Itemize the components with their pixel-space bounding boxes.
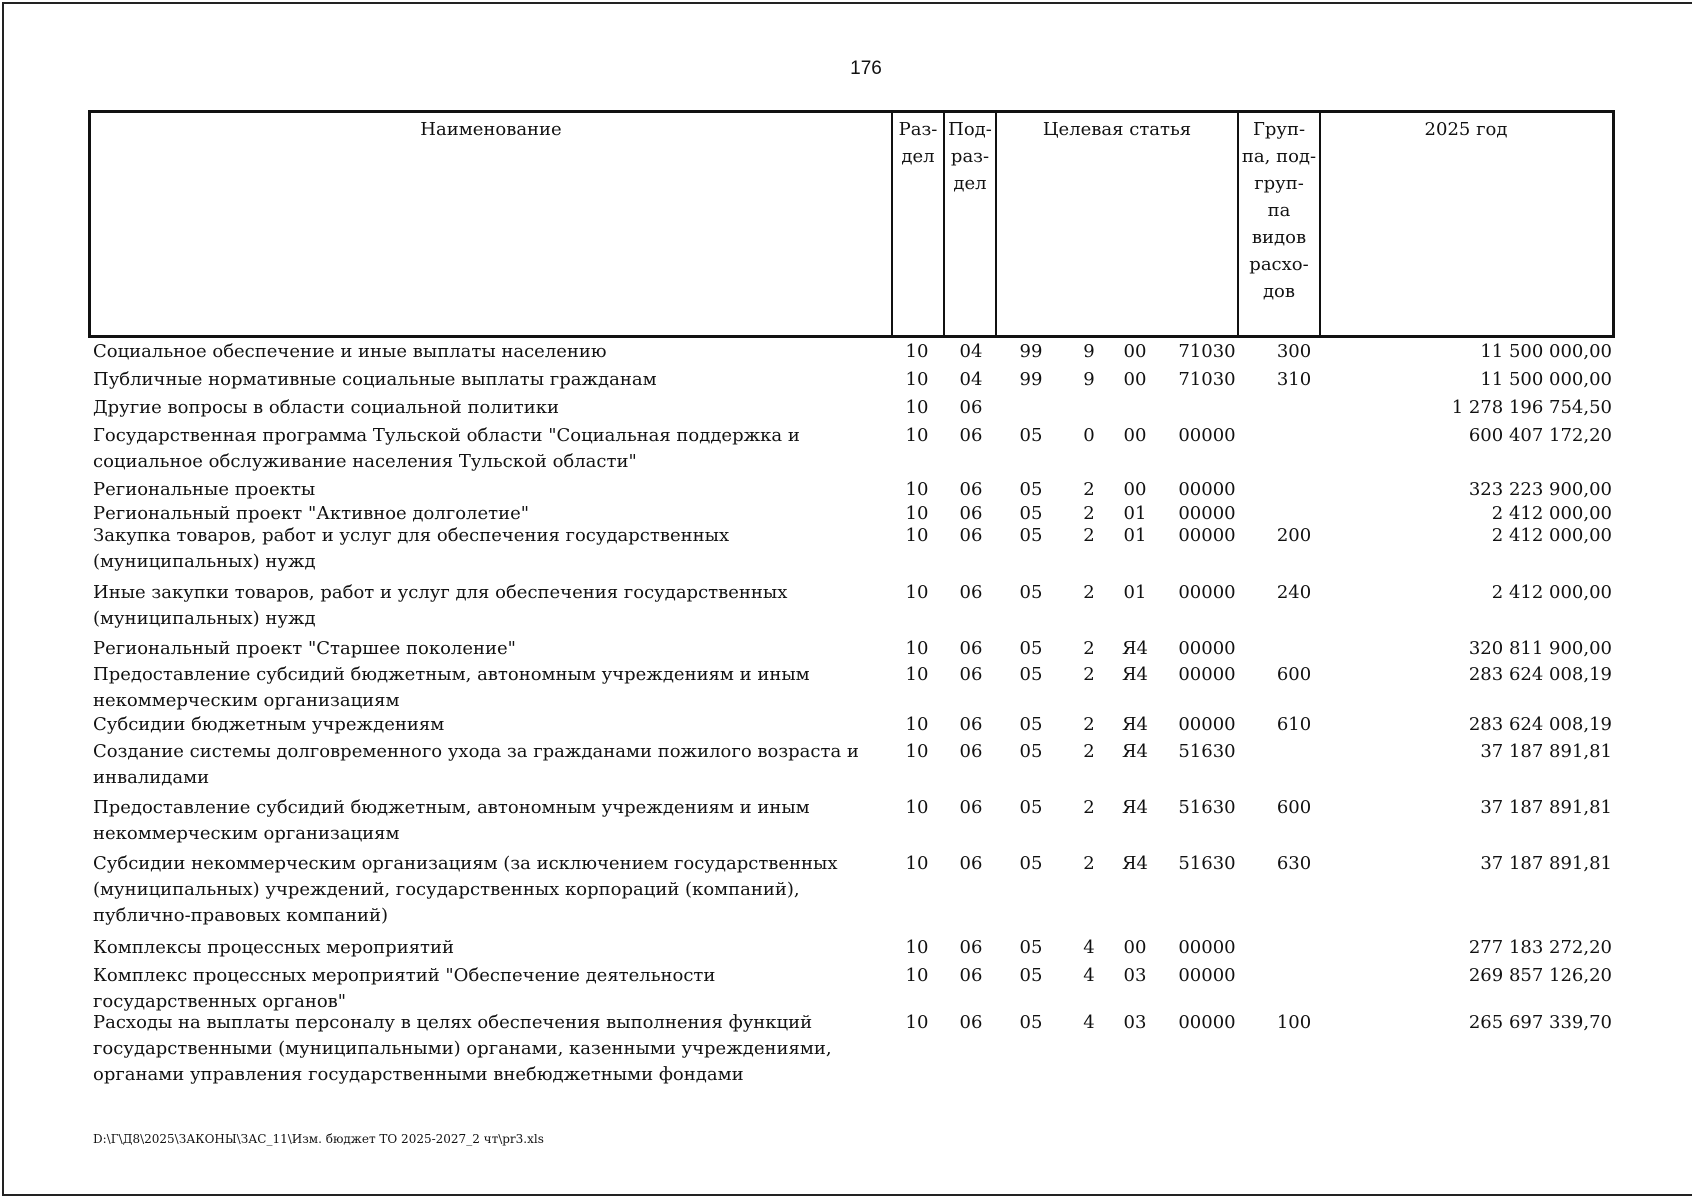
page-number: 176 (850, 58, 882, 79)
row-target-code: 51630 (1178, 741, 1236, 762)
row-razdel: 10 (905, 664, 929, 685)
row-expense-group: 200 (1276, 525, 1312, 546)
row-target-code: 51630 (1178, 853, 1236, 874)
row-amount: 269 857 126,20 (1468, 965, 1612, 986)
row-target-program: 05 (1019, 638, 1043, 659)
row-target-subprogram: 2 (1083, 714, 1095, 735)
row-amount: 320 811 900,00 (1468, 638, 1612, 659)
row-target-subprogram: 0 (1083, 425, 1095, 446)
row-target-subprogram: 4 (1083, 1012, 1095, 1033)
row-podrazdel: 04 (959, 369, 983, 390)
header-group: Груп- па, под- груп- па видов расхо- дов (1241, 119, 1317, 302)
row-razdel: 10 (905, 369, 929, 390)
row-target-code: 51630 (1178, 797, 1236, 818)
row-expense-group: 610 (1276, 714, 1312, 735)
row-target-item: Я4 (1122, 664, 1148, 685)
row-target-program: 05 (1019, 965, 1043, 986)
row-target-subprogram: 4 (1083, 937, 1095, 958)
row-target-code: 00000 (1178, 425, 1236, 446)
row-name: Субсидии некоммерческим организациям (за исключением государственных (муниципальных) учреждений, государственных корпораций (компаний), публично-правовых компаний) (93, 853, 838, 926)
row-target-item: 01 (1123, 503, 1147, 524)
row-target-program: 05 (1019, 582, 1043, 603)
row-name: Комплексы процессных мероприятий (93, 937, 455, 958)
row-name: Региональный проект "Активное долголетие" (93, 503, 530, 524)
row-name: Региональные проекты (93, 479, 316, 500)
row-target-item: 00 (1123, 425, 1147, 446)
row-name: Социальное обеспечение и иные выплаты населению (93, 341, 607, 362)
row-target-program: 05 (1019, 479, 1043, 500)
row-name: Предоставление субсидий бюджетным, автономным учреждениям и иным некоммерческим организациям (93, 797, 810, 844)
row-target-code: 00000 (1178, 638, 1236, 659)
row-target-subprogram: 2 (1083, 503, 1095, 524)
row-podrazdel: 06 (959, 479, 983, 500)
header-podrazdel: Под- раз- дел (948, 119, 992, 194)
row-target-program: 05 (1019, 425, 1043, 446)
row-amount: 2 412 000,00 (1491, 582, 1612, 603)
row-target-program: 05 (1019, 741, 1043, 762)
row-podrazdel: 06 (959, 965, 983, 986)
row-target-subprogram: 2 (1083, 797, 1095, 818)
row-name: Иные закупки товаров, работ и услуг для обеспечения государственных (муниципальных) нужд (93, 582, 788, 629)
row-target-subprogram: 2 (1083, 525, 1095, 546)
row-name: Комплекс процессных мероприятий "Обеспечение деятельности государственных органов" (93, 965, 716, 1012)
row-podrazdel: 06 (959, 525, 983, 546)
row-target-program: 99 (1019, 341, 1043, 362)
row-target-item: Я4 (1122, 853, 1148, 874)
file-path-footer: D:\Г\Д8\2025\ЗАКОНЫ\ЗАС_11\Изм. бюджет ТО 2025-2027_2 чт\pr3.xls (93, 1132, 544, 1146)
row-razdel: 10 (905, 425, 929, 446)
row-podrazdel: 06 (959, 1012, 983, 1033)
row-name: Государственная программа Тульской области "Социальная поддержка и социальное обслуживание населения Тульской области" (93, 425, 800, 472)
row-target-item: 00 (1123, 479, 1147, 500)
row-target-subprogram: 2 (1083, 853, 1095, 874)
row-target-code: 71030 (1178, 341, 1236, 362)
row-target-item: 00 (1123, 937, 1147, 958)
row-razdel: 10 (905, 714, 929, 735)
row-target-subprogram: 4 (1083, 965, 1095, 986)
row-razdel: 10 (905, 797, 929, 818)
row-target-item: 03 (1123, 965, 1147, 986)
row-target-subprogram: 2 (1083, 664, 1095, 685)
row-target-item: Я4 (1122, 638, 1148, 659)
row-expense-group: 310 (1276, 369, 1312, 390)
row-target-code: 00000 (1178, 937, 1236, 958)
row-podrazdel: 04 (959, 341, 983, 362)
row-expense-group: 100 (1276, 1012, 1312, 1033)
row-podrazdel: 06 (959, 582, 983, 603)
row-target-code: 71030 (1178, 369, 1236, 390)
row-target-program: 05 (1019, 714, 1043, 735)
row-target-program: 99 (1019, 369, 1043, 390)
row-podrazdel: 06 (959, 638, 983, 659)
row-razdel: 10 (905, 638, 929, 659)
row-target-program: 05 (1019, 664, 1043, 685)
row-podrazdel: 06 (959, 741, 983, 762)
row-target-subprogram: 9 (1083, 369, 1095, 390)
row-amount: 277 183 272,20 (1468, 937, 1612, 958)
row-amount: 37 187 891,81 (1480, 853, 1612, 874)
row-amount: 600 407 172,20 (1468, 425, 1612, 446)
row-amount: 323 223 900,00 (1468, 479, 1612, 500)
row-target-program: 05 (1019, 525, 1043, 546)
row-target-code: 00000 (1178, 714, 1236, 735)
row-expense-group: 240 (1276, 582, 1312, 603)
row-expense-group: 600 (1276, 797, 1312, 818)
row-target-subprogram: 2 (1083, 638, 1095, 659)
row-name: Публичные нормативные социальные выплаты гражданам (93, 369, 657, 390)
row-name: Создание системы долговременного ухода за гражданами пожилого возраста и инвалидами (93, 741, 859, 788)
row-target-code: 00000 (1178, 965, 1236, 986)
row-expense-group: 630 (1276, 853, 1312, 874)
row-podrazdel: 06 (959, 425, 983, 446)
row-name: Расходы на выплаты персоналу в целях обеспечения выполнения функций государственными (муниципальными) органами, казенными учреждениями, органами управления государственными внебюджетными фондами (93, 1012, 832, 1085)
row-razdel: 10 (905, 741, 929, 762)
row-target-code: 00000 (1178, 525, 1236, 546)
row-target-item: 03 (1123, 1012, 1147, 1033)
row-name: Региональный проект "Старшее поколение" (93, 638, 516, 659)
row-target-subprogram: 2 (1083, 741, 1095, 762)
row-razdel: 10 (905, 1012, 929, 1033)
row-amount: 37 187 891,81 (1480, 741, 1612, 762)
row-amount: 2 412 000,00 (1491, 525, 1612, 546)
row-target-program: 05 (1019, 797, 1043, 818)
row-podrazdel: 06 (959, 937, 983, 958)
row-target-subprogram: 2 (1083, 582, 1095, 603)
row-target-item: 01 (1123, 582, 1147, 603)
row-razdel: 10 (905, 397, 929, 418)
row-razdel: 10 (905, 582, 929, 603)
row-amount: 1 278 196 754,50 (1451, 397, 1612, 418)
row-target-code: 00000 (1178, 503, 1236, 524)
row-target-program: 05 (1019, 1012, 1043, 1033)
row-target-item: Я4 (1122, 797, 1148, 818)
row-target-item: 00 (1123, 341, 1147, 362)
row-target-item: Я4 (1122, 741, 1148, 762)
row-target-program: 05 (1019, 937, 1043, 958)
row-razdel: 10 (905, 479, 929, 500)
row-amount: 2 412 000,00 (1491, 503, 1612, 524)
row-razdel: 10 (905, 503, 929, 524)
row-amount: 283 624 008,19 (1468, 664, 1612, 685)
row-razdel: 10 (905, 965, 929, 986)
row-name: Закупка товаров, работ и услуг для обеспечения государственных (муниципальных) нужд (93, 525, 730, 572)
row-expense-group: 300 (1276, 341, 1312, 362)
row-podrazdel: 06 (959, 503, 983, 524)
row-podrazdel: 06 (959, 664, 983, 685)
row-podrazdel: 06 (959, 853, 983, 874)
row-target-subprogram: 2 (1083, 479, 1095, 500)
row-target-code: 00000 (1178, 582, 1236, 603)
row-target-code: 00000 (1178, 1012, 1236, 1033)
header-name: Наименование (420, 119, 562, 140)
row-target-program: 05 (1019, 853, 1043, 874)
row-target-code: 00000 (1178, 479, 1236, 500)
row-amount: 11 500 000,00 (1480, 369, 1612, 390)
row-razdel: 10 (905, 525, 929, 546)
row-name: Субсидии бюджетным учреждениям (93, 714, 445, 735)
row-name: Другие вопросы в области социальной политики (93, 397, 559, 418)
header-year: 2025 год (1424, 119, 1508, 140)
row-expense-group: 600 (1276, 664, 1312, 685)
header-target: Целевая статья (1042, 119, 1192, 140)
row-amount: 11 500 000,00 (1480, 341, 1612, 362)
row-podrazdel: 06 (959, 397, 983, 418)
row-amount: 265 697 339,70 (1468, 1012, 1612, 1033)
row-podrazdel: 06 (959, 797, 983, 818)
row-target-subprogram: 9 (1083, 341, 1095, 362)
row-name: Предоставление субсидий бюджетным, автономным учреждениям и иным некоммерческим организациям (93, 664, 810, 711)
row-target-code: 00000 (1178, 664, 1236, 685)
row-amount: 283 624 008,19 (1468, 714, 1612, 735)
row-amount: 37 187 891,81 (1480, 797, 1612, 818)
row-podrazdel: 06 (959, 714, 983, 735)
row-razdel: 10 (905, 341, 929, 362)
row-target-item: 00 (1123, 369, 1147, 390)
row-razdel: 10 (905, 853, 929, 874)
row-target-item: Я4 (1122, 714, 1148, 735)
row-target-program: 05 (1019, 503, 1043, 524)
row-razdel: 10 (905, 937, 929, 958)
header-razdel: Раз- дел (898, 119, 938, 167)
row-target-item: 01 (1123, 525, 1147, 546)
